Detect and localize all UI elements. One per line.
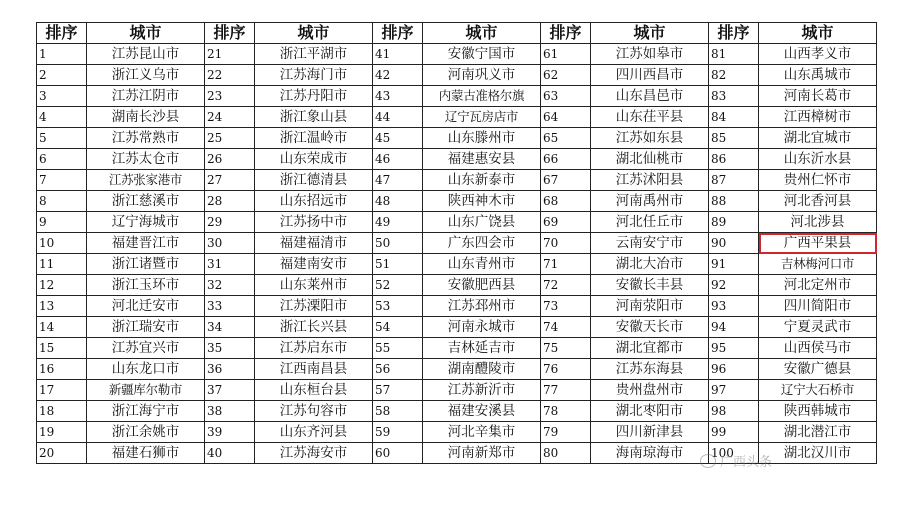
city-cell: 四川新津县 xyxy=(591,422,709,443)
rank-cell: 74 xyxy=(541,317,591,338)
city-cell: 江苏宜兴市 xyxy=(87,338,205,359)
rank-cell: 57 xyxy=(373,380,423,401)
rank-cell: 70 xyxy=(541,233,591,254)
rank-cell: 93 xyxy=(709,296,759,317)
table-row xyxy=(37,65,877,86)
city-cell: 吉林延吉市 xyxy=(423,338,541,359)
rank-cell: 80 xyxy=(541,443,591,464)
rank-cell: 62 xyxy=(541,65,591,86)
city-cell: 湖北汉川市 xyxy=(759,443,877,464)
city-cell: 浙江象山县 xyxy=(255,107,373,128)
table-row xyxy=(37,191,877,212)
rank-cell: 42 xyxy=(373,65,423,86)
city-cell: 安徽广德县 xyxy=(759,359,877,380)
city-cell: 安徽天长市 xyxy=(591,317,709,338)
city-cell: 江苏扬中市 xyxy=(255,212,373,233)
city-cell: 浙江瑞安市 xyxy=(87,317,205,338)
table-body xyxy=(37,44,877,464)
rank-cell: 6 xyxy=(37,149,87,170)
city-cell: 江苏句容市 xyxy=(255,401,373,422)
city-cell: 江西南昌县 xyxy=(255,359,373,380)
table-row xyxy=(37,170,877,191)
rank-cell: 49 xyxy=(373,212,423,233)
city-cell: 辽宁海城市 xyxy=(87,212,205,233)
city-cell: 江西樟树市 xyxy=(759,107,877,128)
rank-cell: 73 xyxy=(541,296,591,317)
rank-cell: 26 xyxy=(205,149,255,170)
city-cell: 江苏邳州市 xyxy=(423,296,541,317)
city-cell: 山东滕州市 xyxy=(423,128,541,149)
rank-cell: 17 xyxy=(37,380,87,401)
rank-cell: 13 xyxy=(37,296,87,317)
rank-cell: 56 xyxy=(373,359,423,380)
city-cell: 山东齐河县 xyxy=(255,422,373,443)
rank-cell: 2 xyxy=(37,65,87,86)
rank-cell: 43 xyxy=(373,86,423,107)
city-cell: 湖北枣阳市 xyxy=(591,401,709,422)
city-cell: 陕西神木市 xyxy=(423,191,541,212)
city-cell: 四川西昌市 xyxy=(591,65,709,86)
header-city: 城市 xyxy=(759,23,877,44)
rank-cell: 83 xyxy=(709,86,759,107)
city-cell: 山东禹城市 xyxy=(759,65,877,86)
header-rank: 排序 xyxy=(373,23,423,44)
city-cell: 江苏张家港市 xyxy=(87,170,205,191)
rank-cell: 76 xyxy=(541,359,591,380)
highlighted-city-cell: 广西平果县 xyxy=(759,233,877,254)
city-cell: 山东茌平县 xyxy=(591,107,709,128)
rank-cell: 39 xyxy=(205,422,255,443)
city-cell: 宁夏灵武市 xyxy=(759,317,877,338)
city-cell: 江苏海门市 xyxy=(255,65,373,86)
rank-cell: 87 xyxy=(709,170,759,191)
rank-cell: 36 xyxy=(205,359,255,380)
rank-cell: 12 xyxy=(37,275,87,296)
city-cell: 浙江海宁市 xyxy=(87,401,205,422)
rank-cell: 82 xyxy=(709,65,759,86)
table-row xyxy=(37,149,877,170)
rank-cell: 78 xyxy=(541,401,591,422)
rank-cell: 14 xyxy=(37,317,87,338)
city-cell: 浙江慈溪市 xyxy=(87,191,205,212)
rank-cell: 96 xyxy=(709,359,759,380)
rank-cell: 15 xyxy=(37,338,87,359)
table-row xyxy=(37,296,877,317)
rank-cell: 53 xyxy=(373,296,423,317)
city-cell: 安徽宁国市 xyxy=(423,44,541,65)
rank-cell: 28 xyxy=(205,191,255,212)
city-cell: 福建福清市 xyxy=(255,233,373,254)
header-rank: 排序 xyxy=(205,23,255,44)
city-cell: 陕西韩城市 xyxy=(759,401,877,422)
rank-cell: 38 xyxy=(205,401,255,422)
city-cell: 浙江余姚市 xyxy=(87,422,205,443)
city-cell: 江苏沭阳县 xyxy=(591,170,709,191)
header-rank: 排序 xyxy=(541,23,591,44)
city-cell: 四川简阳市 xyxy=(759,296,877,317)
rank-cell: 44 xyxy=(373,107,423,128)
city-cell: 河南新郑市 xyxy=(423,443,541,464)
rank-cell: 61 xyxy=(541,44,591,65)
rank-cell: 94 xyxy=(709,317,759,338)
table-row xyxy=(37,422,877,443)
city-cell: 安徽肥西县 xyxy=(423,275,541,296)
city-cell: 浙江诸暨市 xyxy=(87,254,205,275)
rank-cell: 19 xyxy=(37,422,87,443)
rank-cell: 88 xyxy=(709,191,759,212)
city-cell: 浙江玉环市 xyxy=(87,275,205,296)
city-cell: 江苏如皋市 xyxy=(591,44,709,65)
table-row xyxy=(37,317,877,338)
city-cell: 河北迁安市 xyxy=(87,296,205,317)
rank-cell: 50 xyxy=(373,233,423,254)
rank-cell: 22 xyxy=(205,65,255,86)
rank-cell: 23 xyxy=(205,86,255,107)
city-cell: 河北任丘市 xyxy=(591,212,709,233)
city-cell: 江苏昆山市 xyxy=(87,44,205,65)
city-cell: 湖北仙桃市 xyxy=(591,149,709,170)
rank-cell: 4 xyxy=(37,107,87,128)
header-city: 城市 xyxy=(591,23,709,44)
rank-cell: 33 xyxy=(205,296,255,317)
city-cell: 浙江德清县 xyxy=(255,170,373,191)
rank-cell: 45 xyxy=(373,128,423,149)
rank-cell: 59 xyxy=(373,422,423,443)
rank-cell: 99 xyxy=(709,422,759,443)
rank-cell: 21 xyxy=(205,44,255,65)
rank-cell: 46 xyxy=(373,149,423,170)
city-cell: 山东招远市 xyxy=(255,191,373,212)
table-row xyxy=(37,212,877,233)
city-cell: 江苏江阴市 xyxy=(87,86,205,107)
rank-cell: 8 xyxy=(37,191,87,212)
table-row xyxy=(37,233,877,254)
city-cell: 山西孝义市 xyxy=(759,44,877,65)
city-cell: 江苏丹阳市 xyxy=(255,86,373,107)
rank-cell: 48 xyxy=(373,191,423,212)
rank-cell: 67 xyxy=(541,170,591,191)
city-cell: 山东莱州市 xyxy=(255,275,373,296)
city-cell: 贵州盘州市 xyxy=(591,380,709,401)
rank-cell: 41 xyxy=(373,44,423,65)
city-cell: 山东新泰市 xyxy=(423,170,541,191)
city-cell: 河南禹州市 xyxy=(591,191,709,212)
rank-cell: 97 xyxy=(709,380,759,401)
rank-cell: 92 xyxy=(709,275,759,296)
header-city: 城市 xyxy=(87,23,205,44)
city-cell: 山东桓台县 xyxy=(255,380,373,401)
rank-cell: 60 xyxy=(373,443,423,464)
city-cell: 山东昌邑市 xyxy=(591,86,709,107)
city-cell: 福建惠安县 xyxy=(423,149,541,170)
city-cell: 浙江温岭市 xyxy=(255,128,373,149)
rank-cell: 68 xyxy=(541,191,591,212)
city-cell: 山东青州市 xyxy=(423,254,541,275)
rank-cell: 86 xyxy=(709,149,759,170)
rank-cell: 5 xyxy=(37,128,87,149)
rank-cell: 77 xyxy=(541,380,591,401)
city-cell: 山东龙口市 xyxy=(87,359,205,380)
rank-cell: 34 xyxy=(205,317,255,338)
city-cell: 河北香河县 xyxy=(759,191,877,212)
header-city: 城市 xyxy=(423,23,541,44)
table-row xyxy=(37,86,877,107)
city-cell: 云南安宁市 xyxy=(591,233,709,254)
rank-cell: 27 xyxy=(205,170,255,191)
rank-cell: 3 xyxy=(37,86,87,107)
city-cell: 江苏启东市 xyxy=(255,338,373,359)
rank-cell: 90 xyxy=(709,233,759,254)
rank-cell: 71 xyxy=(541,254,591,275)
table-row xyxy=(37,443,877,464)
city-cell: 山东广饶县 xyxy=(423,212,541,233)
header-city: 城市 xyxy=(255,23,373,44)
rank-cell: 24 xyxy=(205,107,255,128)
city-cell: 福建晋江市 xyxy=(87,233,205,254)
table-row xyxy=(37,254,877,275)
table-row xyxy=(37,128,877,149)
city-cell: 吉林梅河口市 xyxy=(759,254,877,275)
header-rank: 排序 xyxy=(709,23,759,44)
table-row xyxy=(37,338,877,359)
city-cell: 福建南安市 xyxy=(255,254,373,275)
rank-cell: 66 xyxy=(541,149,591,170)
city-cell: 湖北宜都市 xyxy=(591,338,709,359)
table-row xyxy=(37,107,877,128)
city-cell: 河南长葛市 xyxy=(759,86,877,107)
rank-cell: 64 xyxy=(541,107,591,128)
city-cell: 辽宁瓦房店市 xyxy=(423,107,541,128)
city-cell: 江苏常熟市 xyxy=(87,128,205,149)
city-cell: 贵州仁怀市 xyxy=(759,170,877,191)
rank-cell: 65 xyxy=(541,128,591,149)
city-cell: 河北涉县 xyxy=(759,212,877,233)
city-cell: 湖南长沙县 xyxy=(87,107,205,128)
city-cell: 河南荥阳市 xyxy=(591,296,709,317)
city-cell: 广东四会市 xyxy=(423,233,541,254)
rank-cell: 75 xyxy=(541,338,591,359)
rank-cell: 37 xyxy=(205,380,255,401)
city-cell: 浙江义乌市 xyxy=(87,65,205,86)
city-cell: 新疆库尔勒市 xyxy=(87,380,205,401)
rank-cell: 35 xyxy=(205,338,255,359)
rank-cell: 7 xyxy=(37,170,87,191)
rank-cell: 16 xyxy=(37,359,87,380)
rank-cell: 31 xyxy=(205,254,255,275)
city-cell: 海南琼海市 xyxy=(591,443,709,464)
rank-cell: 20 xyxy=(37,443,87,464)
rank-cell: 55 xyxy=(373,338,423,359)
city-cell: 山西侯马市 xyxy=(759,338,877,359)
rank-cell: 100 xyxy=(709,443,759,464)
city-cell: 内蒙古准格尔旗 xyxy=(423,86,541,107)
city-cell: 河北辛集市 xyxy=(423,422,541,443)
rank-cell: 1 xyxy=(37,44,87,65)
city-cell: 河南巩义市 xyxy=(423,65,541,86)
city-cell: 江苏太仓市 xyxy=(87,149,205,170)
city-cell: 江苏溧阳市 xyxy=(255,296,373,317)
rank-cell: 69 xyxy=(541,212,591,233)
rank-cell: 89 xyxy=(709,212,759,233)
rank-cell: 32 xyxy=(205,275,255,296)
table-row xyxy=(37,401,877,422)
rank-cell: 72 xyxy=(541,275,591,296)
rank-cell: 81 xyxy=(709,44,759,65)
city-cell: 山东沂水县 xyxy=(759,149,877,170)
rank-cell: 10 xyxy=(37,233,87,254)
rank-cell: 30 xyxy=(205,233,255,254)
city-cell: 湖南醴陵市 xyxy=(423,359,541,380)
city-cell: 江苏如东县 xyxy=(591,128,709,149)
city-cell: 湖北大冶市 xyxy=(591,254,709,275)
rank-cell: 51 xyxy=(373,254,423,275)
rank-cell: 25 xyxy=(205,128,255,149)
ranking-table xyxy=(36,22,877,464)
rank-cell: 47 xyxy=(373,170,423,191)
city-cell: 河北定州市 xyxy=(759,275,877,296)
city-cell: 辽宁大石桥市 xyxy=(759,380,877,401)
watermark-text: 广西头条 xyxy=(720,455,773,470)
rank-cell: 95 xyxy=(709,338,759,359)
city-cell: 江苏海安市 xyxy=(255,443,373,464)
rank-cell: 85 xyxy=(709,128,759,149)
rank-cell: 11 xyxy=(37,254,87,275)
rank-cell: 98 xyxy=(709,401,759,422)
rank-cell: 9 xyxy=(37,212,87,233)
city-cell: 浙江长兴县 xyxy=(255,317,373,338)
city-cell: 福建安溪县 xyxy=(423,401,541,422)
table-row xyxy=(37,275,877,296)
city-cell: 湖北潜江市 xyxy=(759,422,877,443)
city-cell: 福建石狮市 xyxy=(87,443,205,464)
table-header-row xyxy=(37,23,877,44)
city-cell: 山东荣成市 xyxy=(255,149,373,170)
city-cell: 湖北宜城市 xyxy=(759,128,877,149)
rank-cell: 84 xyxy=(709,107,759,128)
rank-cell: 91 xyxy=(709,254,759,275)
rank-cell: 54 xyxy=(373,317,423,338)
table-row xyxy=(37,44,877,65)
rank-cell: 63 xyxy=(541,86,591,107)
header-rank: 排序 xyxy=(37,23,87,44)
rank-cell: 29 xyxy=(205,212,255,233)
rank-cell: 58 xyxy=(373,401,423,422)
table-row xyxy=(37,359,877,380)
city-cell: 浙江平湖市 xyxy=(255,44,373,65)
rank-cell: 52 xyxy=(373,275,423,296)
table-row xyxy=(37,380,877,401)
city-cell: 安徽长丰县 xyxy=(591,275,709,296)
city-cell: 江苏东海县 xyxy=(591,359,709,380)
city-cell: 江苏新沂市 xyxy=(423,380,541,401)
rank-cell: 18 xyxy=(37,401,87,422)
rank-cell: 79 xyxy=(541,422,591,443)
city-cell: 河南永城市 xyxy=(423,317,541,338)
rank-cell: 40 xyxy=(205,443,255,464)
